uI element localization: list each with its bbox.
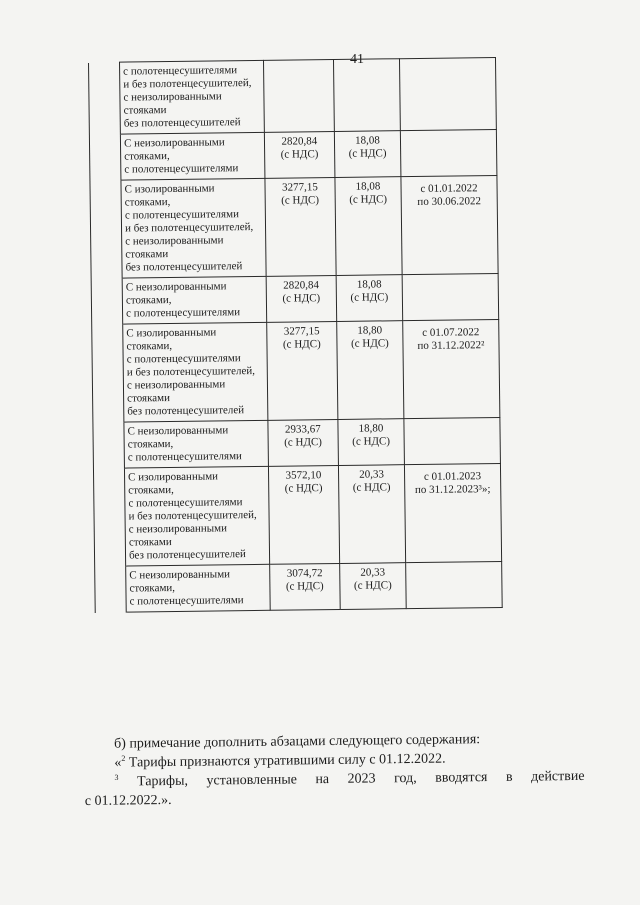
description-cell-line: с полотенцесушителями: [124, 208, 240, 222]
description-cell-line: стояками: [128, 536, 172, 549]
description-cell-line: стояками,: [129, 581, 176, 595]
tariff-heat-cell: [268, 419, 339, 466]
row-gap-cell: [95, 566, 127, 612]
description-cell-line: с полотенцесушителями: [129, 594, 244, 608]
row-gap-cell: [92, 324, 124, 422]
description-cell: [120, 132, 264, 180]
table-row: [92, 320, 500, 423]
quote-open: «: [114, 755, 122, 771]
description-cell-line: с полотенцесушителями: [124, 162, 239, 176]
tariff-heat-cell-line: [267, 63, 330, 64]
description-cell-line: С изолированными: [128, 470, 219, 484]
tariff-water-cell: [334, 131, 401, 178]
description-cell-line: без полотенцесушителей: [123, 116, 241, 130]
table-row: [89, 130, 497, 181]
tariff-heat-cell: [263, 60, 334, 133]
description-cell-line: и без полотенцесушителей,: [123, 77, 252, 91]
tariff-water-cell-line: (с НДС): [353, 579, 392, 592]
period-cell-line: по 30.06.2022: [417, 195, 482, 208]
tariff-water-cell: [338, 419, 405, 466]
tariff-water-cell-line: [337, 62, 396, 63]
description-cell-line: с полотенцесушителями: [126, 306, 241, 320]
description-cell-line: и без полотенцесушителей,: [128, 508, 257, 523]
description-cell: [124, 420, 268, 468]
description-cell-line: С неизолированными: [123, 136, 225, 150]
description-cell-line: стояками: [127, 392, 171, 405]
footnote-3-text: Тарифы, установленные на 2023 год, вводятся в действие: [118, 768, 585, 790]
tariff-water-cell-line: 18,08: [356, 278, 382, 291]
tariff-heat-cell-line: (с НДС): [281, 194, 320, 207]
description-cell-line: с неизолированными: [123, 90, 222, 104]
description-cell-line: с полотенцесушителями: [127, 450, 242, 464]
period-cell-line: [406, 280, 495, 281]
description-cell-line: стояками,: [127, 437, 174, 451]
description-cell-line: и без полотенцесушителей,: [124, 220, 254, 235]
tariff-heat-cell: [265, 177, 336, 276]
tariff-heat-cell: [269, 563, 340, 610]
tariff-heat-cell-line: 3572,10: [285, 469, 322, 482]
period-cell: [400, 130, 497, 177]
description-cell-line: с полотенцесушителями: [126, 352, 241, 366]
tariff-water-cell: [337, 321, 404, 420]
tariff-water-cell-line: 18,08: [355, 180, 381, 193]
tariff-heat-cell-line: [267, 63, 330, 64]
period-cell-line: [403, 64, 492, 65]
description-cell-line: без полотенцесушителей: [125, 260, 243, 274]
description-cell-line: с неизолированными: [128, 522, 228, 536]
row-gap-cell: [89, 62, 121, 134]
period-cell-line: [404, 136, 493, 137]
tariff-water-cell-line: 18,08: [355, 134, 380, 147]
tariff-heat-cell-line: (с НДС): [285, 580, 324, 593]
description-cell-line: С изолированными: [126, 326, 217, 340]
tariff-heat-cell-line: (с НДС): [280, 148, 319, 161]
tariff-heat-cell-line: (с НДС): [282, 292, 321, 305]
period-cell: [401, 176, 498, 275]
period-cell: [404, 417, 501, 464]
tariff-water-cell-line: (с НДС): [350, 337, 389, 350]
row-gap-cell: [91, 278, 123, 324]
description-cell-line: с полотенцесушителями: [123, 64, 238, 78]
tariff-water-cell-line: (с НДС): [352, 481, 391, 494]
description-cell: [120, 60, 265, 134]
page-number: 41: [350, 52, 364, 67]
description-cell-line: стояками: [125, 248, 169, 261]
description-cell-line: С изолированными: [124, 182, 215, 196]
note-line-amend: б) примечание дополнить абзацами следующего содержания:: [114, 732, 481, 752]
tariff-water-cell-line: (с НДС): [352, 435, 391, 448]
tariff-water-cell-line: 18,80: [357, 324, 383, 337]
footnote-mark-2: 2: [121, 753, 126, 763]
amendment-notes: [84, 729, 585, 811]
tariff-water-cell: [340, 563, 407, 610]
tariff-water-cell-line: (с НДС): [349, 193, 388, 206]
description-cell-line: стояками,: [128, 483, 174, 497]
tariff-water-cell-line: (с НДС): [348, 147, 387, 160]
period-cell-line: с 01.01.2022: [420, 182, 478, 195]
tariff-water-cell-line: 20,33: [359, 468, 384, 481]
tariff-heat-cell-line: (с НДС): [284, 482, 323, 495]
description-cell: [123, 322, 268, 422]
description-cell-line: С неизолированными: [129, 568, 231, 582]
period-cell: [399, 58, 496, 131]
tariff-water-cell-line: 18,80: [358, 422, 384, 435]
row-gap-cell: [90, 180, 122, 278]
description-cell: [126, 564, 270, 612]
tariff-heat-cell-line: (с НДС): [282, 338, 321, 351]
tariff-water-cell-line: 20,33: [360, 566, 386, 579]
period-cell-line: [407, 424, 496, 425]
description-cell: [122, 276, 266, 324]
period-cell: [403, 320, 500, 419]
description-cell-line: и без полотенцесушителей,: [126, 364, 256, 379]
tariff-water-cell: [338, 465, 405, 564]
period-cell-line: [406, 280, 495, 281]
table-row: [90, 176, 498, 279]
row-gap-cell: [89, 134, 121, 180]
description-cell-line: без полотенцесушителей: [127, 404, 245, 418]
period-cell-line: по 31.12.2023³»;: [414, 483, 491, 497]
description-cell-line: стояками,: [125, 293, 172, 307]
footnote-2-text: Тарифы признаются утратившими силу с 01.12.2022.: [125, 751, 446, 771]
description-cell-line: стояками,: [124, 196, 171, 209]
description-cell: [121, 178, 266, 278]
description-cell-line: С неизолированными: [125, 280, 227, 294]
footnote-mark-3: 3: [114, 772, 119, 782]
period-cell-line: [409, 568, 498, 569]
tariff-heat-cell-line: 2933,67: [284, 423, 321, 436]
tariff-heat-cell: [266, 321, 337, 420]
tariff-table: [88, 57, 503, 613]
period-cell-line: по 31.12.2022²: [417, 339, 485, 352]
tariff-heat-cell: [266, 275, 337, 322]
period-cell: [404, 463, 501, 562]
period-cell-line: [407, 424, 496, 425]
period-cell-line: с 01.01.2023: [423, 470, 482, 483]
tariff-water-cell: [336, 275, 403, 322]
description-cell: [124, 466, 269, 566]
note-line-footnote-3-end: с 01.12.2022.».: [84, 792, 172, 809]
period-cell-line: [403, 64, 492, 65]
description-cell-line: стояками,: [124, 150, 170, 163]
tariff-water-cell: [333, 59, 400, 132]
tariff-heat-cell-line: 2820,84: [281, 135, 318, 148]
description-cell-line: с неизолированными: [125, 234, 224, 248]
description-cell-line: С неизолированными: [127, 424, 229, 438]
tariff-water-cell-line: (с НДС): [350, 291, 389, 304]
tariff-heat-cell-line: 2820,84: [283, 279, 320, 292]
tariff-heat-cell: [264, 131, 335, 178]
period-cell: [406, 561, 503, 608]
tariff-heat-cell-line: (с НДС): [284, 436, 323, 449]
tariff-heat-cell-line: 3277,15: [281, 181, 318, 194]
period-cell-line: [404, 136, 493, 137]
description-cell-line: с неизолированными: [126, 378, 226, 392]
tariff-heat-cell-line: 3277,15: [283, 325, 320, 338]
description-cell-line: стояками,: [126, 339, 173, 353]
table-row: [89, 58, 497, 135]
table-row: [93, 463, 501, 566]
period-cell-line: с 01.07.2022: [422, 326, 480, 339]
table-row: [91, 274, 499, 325]
description-cell-line: с полотенцесушителями: [128, 496, 243, 510]
tariff-heat-cell-line: 3074,72: [286, 567, 323, 580]
table-row: [95, 561, 503, 612]
tariff-water-cell: [335, 177, 402, 276]
period-cell: [402, 274, 499, 321]
row-gap-cell: [93, 468, 125, 566]
description-cell-line: без полотенцесушителей: [128, 548, 246, 562]
tariff-water-cell-line: [337, 62, 396, 63]
tariff-heat-cell: [268, 465, 339, 564]
table-row: [93, 417, 501, 468]
row-gap-cell: [93, 422, 125, 468]
period-cell-line: [409, 568, 498, 569]
description-cell-line: стояками: [123, 104, 167, 117]
